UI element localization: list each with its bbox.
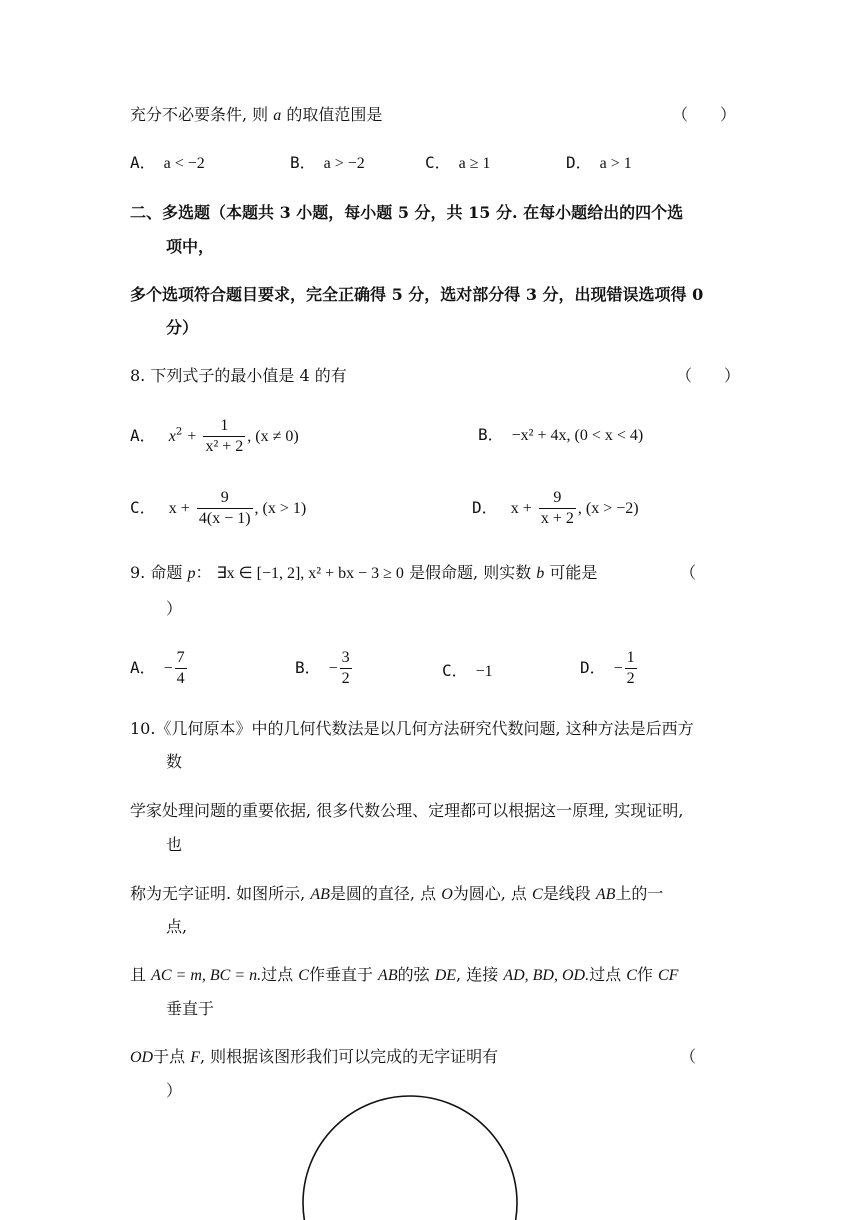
option-label: C． — [130, 498, 156, 517]
fraction — [625, 650, 637, 687]
point-f: F — [190, 1049, 200, 1066]
text: 过点 — [261, 965, 294, 984]
numerator: 1 — [625, 650, 637, 669]
option-text: a > −2 — [323, 155, 365, 172]
q8-option-c — [130, 490, 306, 527]
q7-option-d — [566, 152, 632, 175]
q10-paren-open: （ — [680, 1047, 697, 1066]
expr-prefix: x + — [168, 500, 190, 517]
q9-tail: 是假命题, 则实数 — [409, 563, 532, 582]
q7-option-a — [130, 152, 205, 175]
option-label: A． — [130, 426, 156, 445]
q10-line1: 10.《几何原本》中的几何代数法是以几何方法研究代数问题, 这种方法是后西方 — [130, 719, 694, 738]
q10-line5 — [130, 1046, 498, 1069]
option-text: −x² + 4x, (0 < x < 4) — [511, 427, 644, 444]
text: 作 — [636, 965, 653, 984]
minus-sign: − — [613, 660, 623, 677]
numerator: 9 — [197, 490, 253, 509]
text: , 则根据该图形我们可以完成的无字证明有 — [200, 1047, 499, 1066]
q9-tail2: 可能是 — [549, 563, 598, 582]
text: 过点 — [589, 965, 622, 984]
text: 作垂直于 — [308, 965, 373, 984]
segment-ab: AB — [378, 967, 398, 984]
q10-line1-wrap: 数 — [166, 752, 183, 771]
q7-var: a — [273, 107, 282, 124]
q7-option-b — [290, 152, 365, 175]
given-lengths: AC = m, BC = n. — [151, 967, 262, 984]
point-o: O — [441, 886, 453, 903]
q10-line3 — [130, 883, 663, 906]
q10-line4 — [130, 964, 678, 987]
circle-outline — [303, 1096, 517, 1220]
option-label: B． — [290, 153, 316, 172]
condition: , (x ≠ 0) — [247, 428, 299, 445]
q10-line4-wrap: 垂直于 — [166, 999, 215, 1018]
denominator: 4(x − 1) — [198, 510, 251, 527]
option-label: C． — [442, 661, 468, 680]
q9-paren-close: ） — [166, 599, 183, 618]
text: 于点 — [153, 1047, 186, 1066]
text: , 连接 — [456, 965, 499, 984]
q10-paren-close: ） — [166, 1081, 183, 1100]
q9-option-b — [295, 650, 354, 687]
numerator: 3 — [340, 650, 352, 669]
option-label: A． — [130, 658, 156, 677]
denominator: 4 — [176, 670, 185, 687]
denominator: x + 2 — [540, 510, 574, 527]
q10-line2: 学家处理问题的重要依据, 很多代数公理、定理都可以根据这一原理, 实现证明, — [130, 801, 684, 820]
condition: , (x > 1) — [254, 500, 307, 517]
numerator: 9 — [539, 490, 576, 509]
option-text: −1 — [475, 663, 493, 680]
q7-option-c — [425, 152, 491, 175]
denominator: x² + 2 — [205, 438, 244, 455]
section2-line3: 多个选项符合题目要求，完全正确得 5 分，选对部分得 3 分，出现错误选项得 0 — [130, 285, 704, 304]
option-label: C． — [425, 153, 451, 172]
segment-od: OD — [130, 1049, 154, 1066]
option-text: a > 1 — [599, 155, 632, 172]
option-label: D． — [580, 658, 606, 677]
fraction — [175, 650, 187, 687]
q9-formula: ∃x ∈ [−1, 2], x² + bx − 3 ≥ 0 — [216, 565, 404, 582]
numerator: 1 — [203, 418, 245, 437]
chord-de: DE — [434, 967, 457, 984]
fraction — [197, 490, 253, 527]
q8-option-a — [130, 418, 299, 455]
minus-sign: − — [163, 660, 173, 677]
q8-stem: 8. 下列式子的最小值是 4 的有 — [130, 366, 347, 385]
q8-option-d — [472, 490, 639, 527]
option-label: D． — [472, 498, 498, 517]
section2-line1: 二、多选题（本题共 3 小题，每小题 5 分，共 15 分. 在每小题给出的四个选 — [130, 203, 684, 222]
q9-option-a — [130, 650, 189, 687]
text: 称为无字证明. 如图所示, — [130, 884, 306, 903]
option-label: B． — [295, 658, 321, 677]
q7-answer-paren: （ ） — [672, 105, 737, 124]
fraction — [203, 418, 245, 455]
circle-figure — [0, 1080, 860, 1220]
text: 是圆的直径, 点 — [329, 884, 437, 903]
q8-option-b — [478, 424, 643, 447]
colon: ： — [195, 563, 212, 582]
text: 是线段 — [542, 884, 591, 903]
var-x: x — [168, 428, 176, 445]
point-c: C — [626, 967, 637, 984]
numerator: 7 — [175, 650, 187, 669]
segment-cf: CF — [657, 967, 679, 984]
fraction — [539, 490, 576, 527]
q10-line2-wrap: 也 — [166, 835, 183, 854]
q7-stem — [130, 104, 382, 127]
point-c: C — [298, 967, 309, 984]
option-label: D． — [566, 153, 592, 172]
expr-prefix: x + — [510, 500, 532, 517]
condition: , (x > −2) — [577, 500, 639, 517]
option-text: a < −2 — [163, 155, 205, 172]
q9-option-c — [442, 660, 493, 683]
plus-sign: + — [187, 428, 197, 445]
q7-stem-tail: 的取值范围是 — [286, 105, 383, 124]
q9-number: 9. 命题 — [130, 563, 183, 582]
var-b: b — [536, 565, 545, 582]
fraction — [340, 650, 352, 687]
section2-line4: 分） — [166, 318, 199, 337]
segment-ab: AB — [310, 886, 330, 903]
option-text: a ≥ 1 — [458, 155, 491, 172]
option-label: A． — [130, 153, 156, 172]
q9-option-d — [580, 650, 639, 687]
segment-ab: AB — [595, 886, 616, 903]
denominator: 2 — [341, 670, 350, 687]
denominator: 2 — [626, 670, 635, 687]
point-c: C — [532, 886, 543, 903]
text: 上的一 — [615, 884, 664, 903]
text: 且 — [130, 965, 147, 984]
text: 的弦 — [397, 965, 430, 984]
q10-line3-wrap: 点, — [166, 917, 188, 936]
segments-ad-bd-od: AD, BD, OD. — [503, 967, 590, 984]
section2-line2: 项中， — [166, 237, 215, 256]
minus-sign: − — [328, 660, 338, 677]
q8-answer-paren: （ ） — [676, 366, 741, 385]
var-p: p — [187, 565, 196, 582]
q9-paren-open: （ — [680, 563, 697, 582]
option-label: B． — [478, 425, 504, 444]
q9-stem — [130, 562, 597, 585]
q7-stem-text: 充分不必要条件, 则 — [130, 105, 269, 124]
text: 为圆心, 点 — [452, 884, 527, 903]
exponent: 2 — [175, 426, 183, 438]
